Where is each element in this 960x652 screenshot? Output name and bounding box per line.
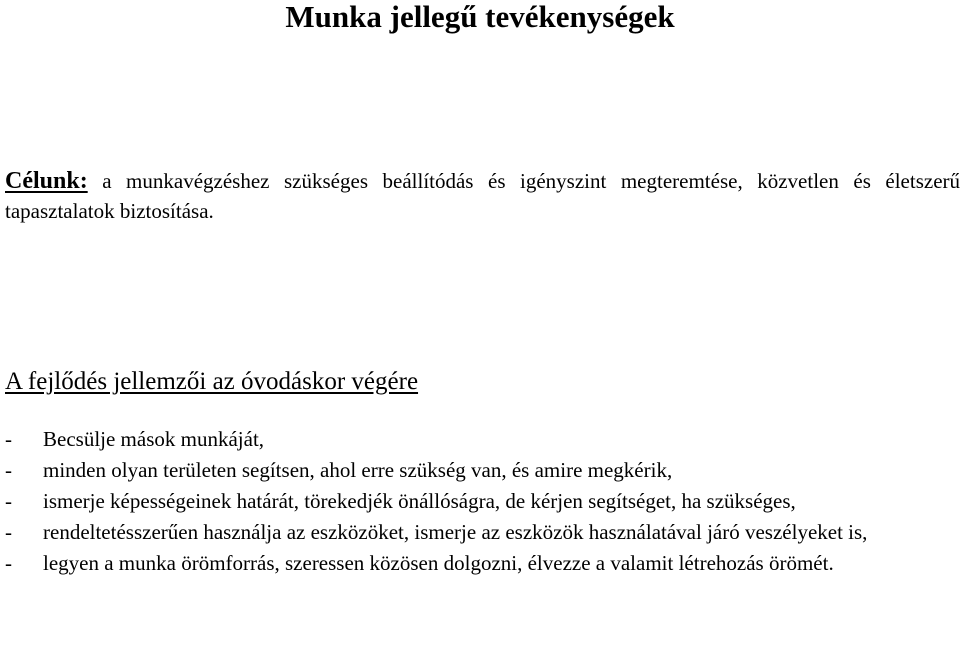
list-item-text: minden olyan területen segítsen, ahol erre szükség van, és amire megkérik,	[43, 458, 673, 482]
list-bullet: -	[5, 427, 12, 451]
list-bullet: -	[5, 489, 12, 513]
list-item	[5, 548, 960, 579]
list-item	[5, 455, 960, 486]
goal-label: Célunk:	[5, 168, 88, 194]
development-list	[5, 424, 960, 579]
goal-paragraph	[5, 166, 960, 226]
list-item-text: ismerje képességeinek határát, törekedjék önállóságra, de kérjen segítséget, ha szükséges,	[43, 489, 796, 513]
list-item-text: legyen a munka örömforrás, szeressen közösen dolgozni, élvezze a valamit létrehozás örömét.	[43, 551, 834, 575]
goal-text: a munkavégzéshez szükséges beállítódás és igényszint megteremtése, közvetlen és életszerű tapasztalatok biztosítása.	[5, 169, 960, 223]
list-item-text: Becsülje mások munkáját,	[43, 427, 265, 451]
list-bullet: -	[5, 458, 12, 482]
list-item	[5, 424, 960, 455]
list-item	[5, 486, 960, 517]
section-heading: A fejlődés jellemzői az óvodáskor végére	[5, 368, 419, 395]
page-title: Munka jellegű tevékenységek	[285, 0, 675, 34]
list-item	[5, 517, 960, 548]
list-bullet: -	[5, 520, 12, 544]
list-bullet: -	[5, 551, 12, 575]
list-item-text: rendeltetésszerűen használja az eszközöket, ismerje az eszközök használatával járó veszélyeket is,	[43, 520, 868, 544]
